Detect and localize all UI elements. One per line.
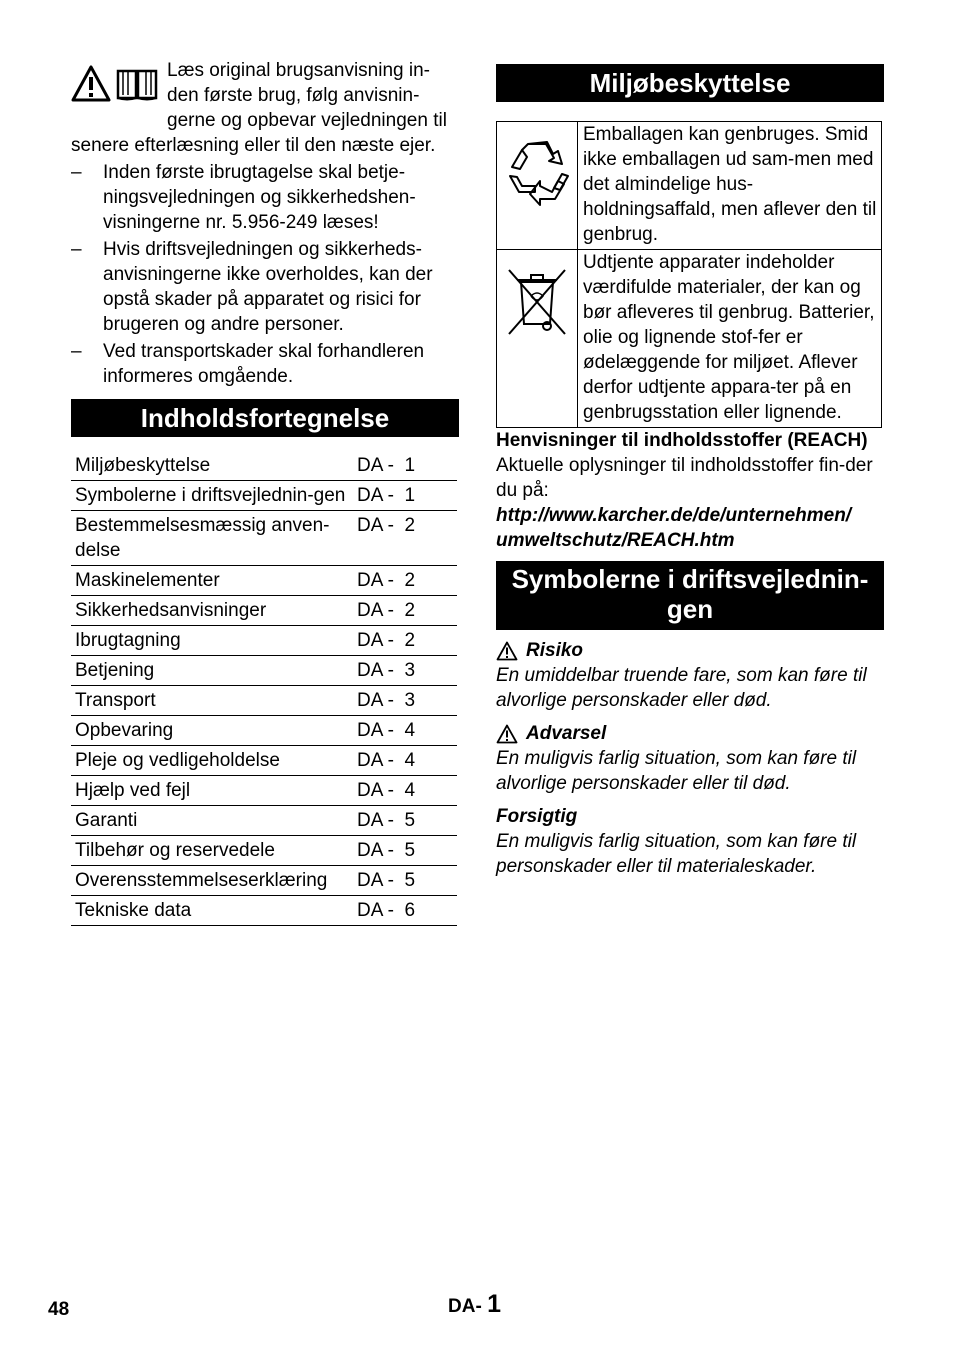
recycle-icon [500, 136, 574, 210]
toc-entry-page: DA - 5 [351, 866, 457, 896]
toc-entry-page: DA - 3 [351, 686, 457, 716]
toc-entry-label: Ibrugtagning [71, 626, 351, 656]
intro-bullet: – Hvis driftsvejledningen og sikkerheds-anvisningerne ikke overholdes, kan der opstå skader på apparatet og risici for brugeren og andre personer. [71, 237, 459, 337]
intro-bullet-list [71, 160, 459, 389]
toc-entry-label: Bestemmelsesmæssig anven-delse [71, 511, 351, 566]
reach-heading: Henvisninger til indholdsstoffer (REACH) [496, 430, 868, 451]
toc-entry-label: Maskinelementer [71, 566, 351, 596]
intro-icons [71, 65, 161, 109]
page-number: 48 [48, 1299, 70, 1320]
manual-book-icon [115, 65, 159, 103]
warning-triangle-icon [496, 724, 518, 744]
environment-table [496, 121, 882, 428]
caution-text: En muligvis farlig situation, som kan føre til personskader eller til materialeskader. [496, 831, 857, 877]
intro-bullet: – Ved transportskader skal forhandleren informeres omgående. [71, 339, 459, 389]
recycle-text: Emballagen kan genbruges. Smid ikke emballagen ud sam-men med det almindelige hus-holdningsaffald, men aflever den til genbrug. [578, 122, 882, 250]
toc-entry-label: Hjælp ved fejl [71, 776, 351, 806]
toc-entry-page: DA - 2 [351, 566, 457, 596]
toc-entry-label: Tekniske data [71, 896, 351, 926]
warning-triangle-icon [496, 641, 518, 661]
risk-text: En umiddelbar truende fare, som kan føre til alvorlige personskader eller død. [496, 665, 867, 711]
toc-row[interactable] [71, 626, 457, 656]
risk-label: Risiko [496, 638, 884, 663]
warning-label: Advarsel [496, 721, 884, 746]
toc-entry-page: DA - 1 [351, 451, 457, 481]
toc-entry-page: DA - 5 [351, 806, 457, 836]
toc-entry-page: DA - 5 [351, 836, 457, 866]
weee-row [497, 250, 882, 428]
toc-entry-page: DA - 2 [351, 511, 457, 566]
toc-row[interactable] [71, 481, 457, 511]
toc-entry-label: Pleje og vedligeholdelse [71, 746, 351, 776]
toc-row[interactable] [71, 746, 457, 776]
toc-entry-label: Garanti [71, 806, 351, 836]
toc-row[interactable] [71, 896, 457, 926]
left-column [71, 58, 459, 926]
warning-text: En muligvis farlig situation, som kan føre til alvorlige personskader eller til død. [496, 748, 857, 794]
toc-entry-label: Opbevaring [71, 716, 351, 746]
toc-row[interactable] [71, 806, 457, 836]
toc-entry-page: DA - 6 [351, 896, 457, 926]
right-column [496, 64, 884, 879]
toc-row[interactable] [71, 451, 457, 481]
toc-entry-label: Sikkerhedsanvisninger [71, 596, 351, 626]
toc-row[interactable] [71, 686, 457, 716]
toc-row[interactable] [71, 866, 457, 896]
symbols-heading: Symbolerne i driftsvejlednin-gen [496, 561, 884, 630]
toc-entry-label: Betjening [71, 656, 351, 686]
warning-triangle-icon [71, 65, 111, 103]
toc-entry-page: DA - 4 [351, 716, 457, 746]
intro-bullet: – Inden første ibrugtagelse skal betje-ningsvejledningen og sikkerhedshen-visningerne nr. 5.956-249 læses! [71, 160, 459, 235]
section-page-number: DA- 1 [448, 1290, 501, 1318]
toc-row[interactable] [71, 776, 457, 806]
toc-entry-label: Transport [71, 686, 351, 716]
toc-entry-page: DA - 4 [351, 746, 457, 776]
toc-row[interactable] [71, 511, 457, 566]
toc-entry-page: DA - 2 [351, 626, 457, 656]
toc-heading: Indholdsfortegnelse [71, 399, 459, 437]
toc-entry-page: DA - 4 [351, 776, 457, 806]
toc-entry-label: Symbolerne i driftsvejlednin-gen [71, 481, 351, 511]
intro-section [71, 58, 459, 389]
recycle-row [497, 122, 882, 250]
weee-text: Udtjente apparater indeholder værdifulde materialer, der kan og bør afleveres til genbrug. Batterier, olie og lignende stof-fer er ødelæggende for miljøet. Aflever derfor udtjente appara-ter på en genbrugsstation eller lignende. [578, 250, 882, 428]
intro-text: Læs original brugsanvisning in- den første brug, følg anvisnin- gerne og opbevar vejledningen til senere efterlæsning eller til den næste ejer. [71, 60, 447, 156]
crossed-bin-icon [505, 266, 569, 338]
toc-entry-label: Overensstemmelseserklæring [71, 866, 351, 896]
toc-row[interactable] [71, 566, 457, 596]
toc-row[interactable] [71, 836, 457, 866]
toc-entry-page: DA - 3 [351, 656, 457, 686]
toc-row[interactable] [71, 716, 457, 746]
toc-row[interactable] [71, 656, 457, 686]
toc-entry-label: Tilbehør og reservedele [71, 836, 351, 866]
toc-table [71, 451, 457, 926]
toc-entry-label: Miljøbeskyttelse [71, 451, 351, 481]
reach-text: Aktuelle oplysninger til indholdsstoffer fin-der du på: [496, 455, 873, 501]
environment-heading: Miljøbeskyttelse [496, 64, 884, 102]
caution-label: Forsigtig [496, 806, 578, 827]
reach-link[interactable]: http://www.karcher.de/de/unternehmen/ umweltschutz/REACH.htm [496, 505, 852, 551]
toc-entry-page: DA - 2 [351, 596, 457, 626]
toc-entry-page: DA - 1 [351, 481, 457, 511]
toc-row[interactable] [71, 596, 457, 626]
